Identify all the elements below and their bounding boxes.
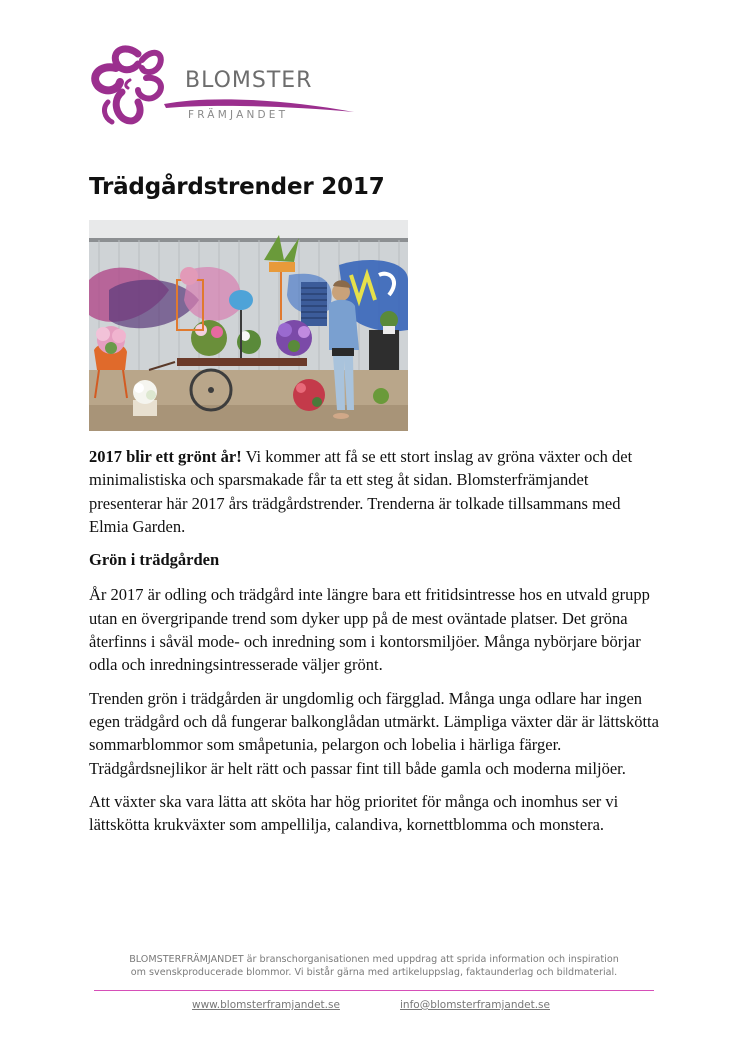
article-body (89, 445, 664, 846)
footer-divider (94, 990, 654, 991)
paragraph: Trenden grön i trädgården är ungdomlig och färgglad. Många unga odlare har ingen egen trädgård och då fungerar balkonglådan utmärkt. Lämpliga växter där är lättskötta sommarblommor som småpetunia, pelargon och lobelia i härliga färger. Trädgårdsnejlikor är helt rätt och passar fint till både gamla och moderna miljöer. (89, 688, 659, 778)
section-heading: Grön i trädgården (89, 550, 220, 570)
footer-line-2: om svenskproducerade blommor. Vi bistår gärna med artikeluppslag, faktaunderlag och bildmaterial. (130, 967, 618, 978)
intro-text: Vi kommer att få se ett stort inslag av gröna växter och det minimalistiska och sparsmakade får ta ett steg åt sidan. Blomsterfrämjandet presenterar här 2017 års trädgårdstrender. Trenderna är tolkade tillsammans med Elmia Garden. (89, 447, 633, 536)
logo-subtitle: FRÄMJANDET (188, 109, 289, 121)
email-link[interactable]: info@blomsterframjandet.se (400, 999, 550, 1011)
logo-wordmark: BLOMSTER (185, 68, 313, 93)
website-link[interactable]: www.blomsterframjandet.se (192, 999, 340, 1011)
garden-trend-photo (89, 220, 408, 431)
intro-lead: 2017 blir ett grönt år! (89, 447, 242, 466)
footer-description (89, 953, 659, 979)
footer-line-1: BLOMSTERFRÄMJANDET är branschorganisationen med uppdrag att sprida information och inspiration (129, 954, 619, 965)
page-title: Trädgårdstrender 2017 (89, 174, 385, 200)
paragraph: År 2017 är odling och trädgård inte längre bara ett fritidsintresse hos en utvald grupp utan en övergripande trend som dyker upp på de mest oväntade platser. Det gröna återfinns i såväl mode- och inredning som i kontorsmiljöer. Många nybörjare börjar odla och inredningsintresserade väljer grönt. (89, 585, 650, 675)
paragraph: Att växter ska vara lätta att sköta har hög prioritet för många och inomhus ser vi lättskötta krukväxter som ampellilja, calandiva, kornettblomma och monstera. (89, 791, 619, 835)
intro-paragraph (89, 445, 664, 538)
